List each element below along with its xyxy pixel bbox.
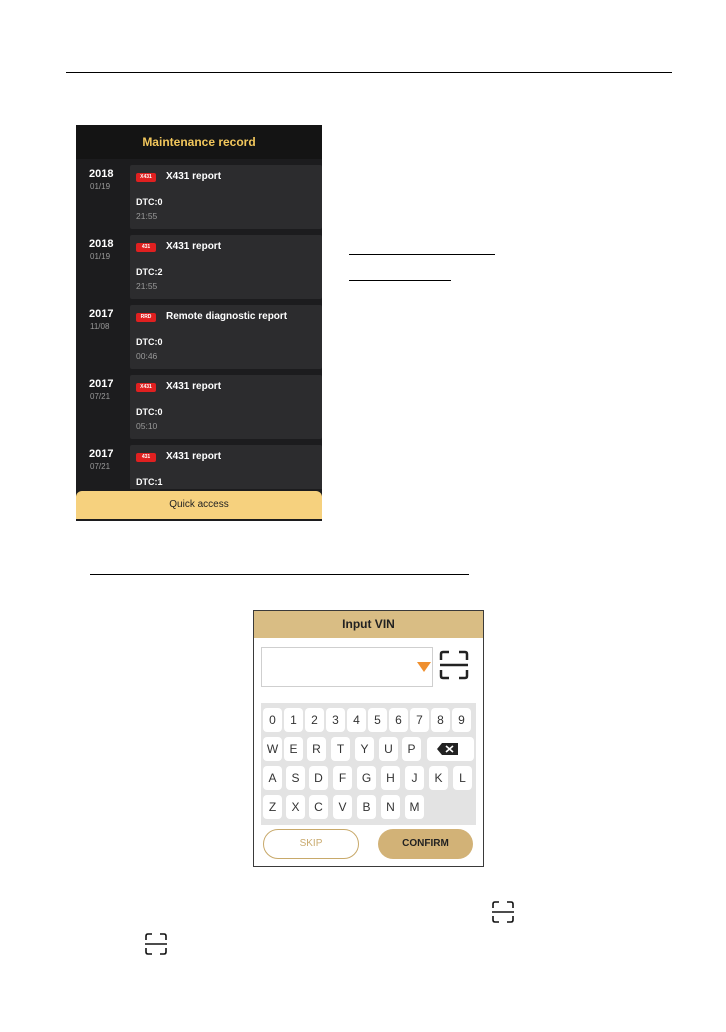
maintenance-record-screen bbox=[76, 125, 322, 521]
record-time: 21:55 bbox=[136, 211, 158, 221]
record-year: 2018 bbox=[89, 238, 114, 250]
backspace-icon bbox=[427, 737, 474, 761]
record-date: 01/19 bbox=[90, 252, 111, 261]
key[interactable]: N bbox=[381, 795, 400, 819]
record-dtc: DTC:0 bbox=[136, 197, 163, 207]
record-card[interactable] bbox=[130, 375, 322, 439]
key[interactable]: 6 bbox=[389, 708, 408, 732]
key[interactable]: 9 bbox=[452, 708, 471, 732]
record-year: 2017 bbox=[89, 308, 114, 320]
vin-input[interactable] bbox=[261, 647, 433, 687]
record-card[interactable] bbox=[130, 305, 322, 369]
key[interactable]: U bbox=[379, 737, 398, 761]
key[interactable]: 1 bbox=[284, 708, 303, 732]
record-item[interactable] bbox=[76, 369, 322, 435]
vin-dialog-title: Input VIN bbox=[254, 611, 483, 638]
key[interactable]: V bbox=[333, 795, 352, 819]
record-dtc: DTC:1 bbox=[136, 477, 163, 487]
record-date: 01/19 bbox=[90, 182, 111, 191]
key[interactable]: L bbox=[453, 766, 472, 790]
key[interactable]: H bbox=[381, 766, 400, 790]
dropdown-arrow-icon[interactable] bbox=[417, 662, 431, 672]
input-vin-dialog bbox=[253, 610, 484, 867]
report-badge-icon: 431 bbox=[136, 243, 156, 252]
record-item[interactable] bbox=[76, 159, 322, 225]
record-dtc: DTC:2 bbox=[136, 267, 163, 277]
key[interactable]: S bbox=[286, 766, 305, 790]
record-date: 07/21 bbox=[90, 462, 111, 471]
record-dtc: DTC:0 bbox=[136, 407, 163, 417]
key[interactable]: E bbox=[284, 737, 303, 761]
record-card[interactable] bbox=[130, 235, 322, 299]
report-badge-icon: X431 bbox=[136, 383, 156, 392]
record-card[interactable] bbox=[130, 445, 322, 489]
record-time: 00:46 bbox=[136, 351, 158, 361]
key[interactable]: B bbox=[357, 795, 376, 819]
key[interactable]: W bbox=[263, 737, 282, 761]
report-badge-icon: X431 bbox=[136, 173, 156, 182]
key[interactable]: K bbox=[429, 766, 448, 790]
key[interactable]: R bbox=[307, 737, 326, 761]
scan-icon bbox=[491, 900, 515, 924]
maintenance-record-title: Maintenance record bbox=[76, 125, 322, 159]
scan-icon[interactable] bbox=[439, 650, 469, 680]
key[interactable]: T bbox=[331, 737, 350, 761]
key[interactable]: D bbox=[309, 766, 328, 790]
record-year: 2017 bbox=[89, 448, 114, 460]
record-year: 2018 bbox=[89, 168, 114, 180]
key[interactable]: X bbox=[286, 795, 305, 819]
key[interactable]: 0 bbox=[263, 708, 282, 732]
key[interactable]: Z bbox=[263, 795, 282, 819]
backspace-key[interactable] bbox=[427, 737, 474, 761]
key[interactable]: 5 bbox=[368, 708, 387, 732]
confirm-button[interactable]: CONFIRM bbox=[378, 829, 473, 859]
header-rule bbox=[66, 72, 672, 73]
key[interactable]: 8 bbox=[431, 708, 450, 732]
skip-button[interactable]: SKIP bbox=[263, 829, 359, 859]
underline-rule bbox=[349, 254, 495, 255]
record-title: X431 report bbox=[166, 241, 222, 252]
key[interactable]: F bbox=[333, 766, 352, 790]
record-dtc: DTC:0 bbox=[136, 337, 163, 347]
record-title: X431 report bbox=[166, 451, 222, 462]
vin-keyboard bbox=[261, 703, 476, 825]
record-year: 2017 bbox=[89, 378, 114, 390]
report-badge-icon: RRD bbox=[136, 313, 156, 322]
record-time: 21:55 bbox=[136, 281, 158, 291]
key[interactable]: 2 bbox=[305, 708, 324, 732]
key[interactable]: 7 bbox=[410, 708, 429, 732]
key[interactable]: J bbox=[405, 766, 424, 790]
key[interactable]: P bbox=[402, 737, 421, 761]
key[interactable]: G bbox=[357, 766, 376, 790]
underline-rule bbox=[90, 574, 469, 575]
record-item[interactable] bbox=[76, 229, 322, 295]
record-title: Remote diagnostic report bbox=[166, 311, 288, 322]
record-date: 11/08 bbox=[90, 322, 110, 331]
record-date: 07/21 bbox=[90, 392, 111, 401]
record-title: X431 report bbox=[166, 171, 222, 182]
key[interactable]: C bbox=[309, 795, 328, 819]
key[interactable]: 3 bbox=[326, 708, 345, 732]
key[interactable]: A bbox=[263, 766, 282, 790]
record-item[interactable] bbox=[76, 299, 322, 365]
record-list bbox=[76, 159, 322, 489]
key[interactable]: M bbox=[405, 795, 424, 819]
key[interactable]: 4 bbox=[347, 708, 366, 732]
scan-icon bbox=[144, 932, 168, 956]
record-time: 05:10 bbox=[136, 421, 158, 431]
record-card[interactable] bbox=[130, 165, 322, 229]
record-item[interactable] bbox=[76, 439, 322, 489]
key[interactable]: Y bbox=[355, 737, 374, 761]
record-title: X431 report bbox=[166, 381, 222, 392]
report-badge-icon: 431 bbox=[136, 453, 156, 462]
underline-rule bbox=[349, 280, 451, 281]
quick-access-button[interactable]: Quick access bbox=[76, 491, 322, 519]
